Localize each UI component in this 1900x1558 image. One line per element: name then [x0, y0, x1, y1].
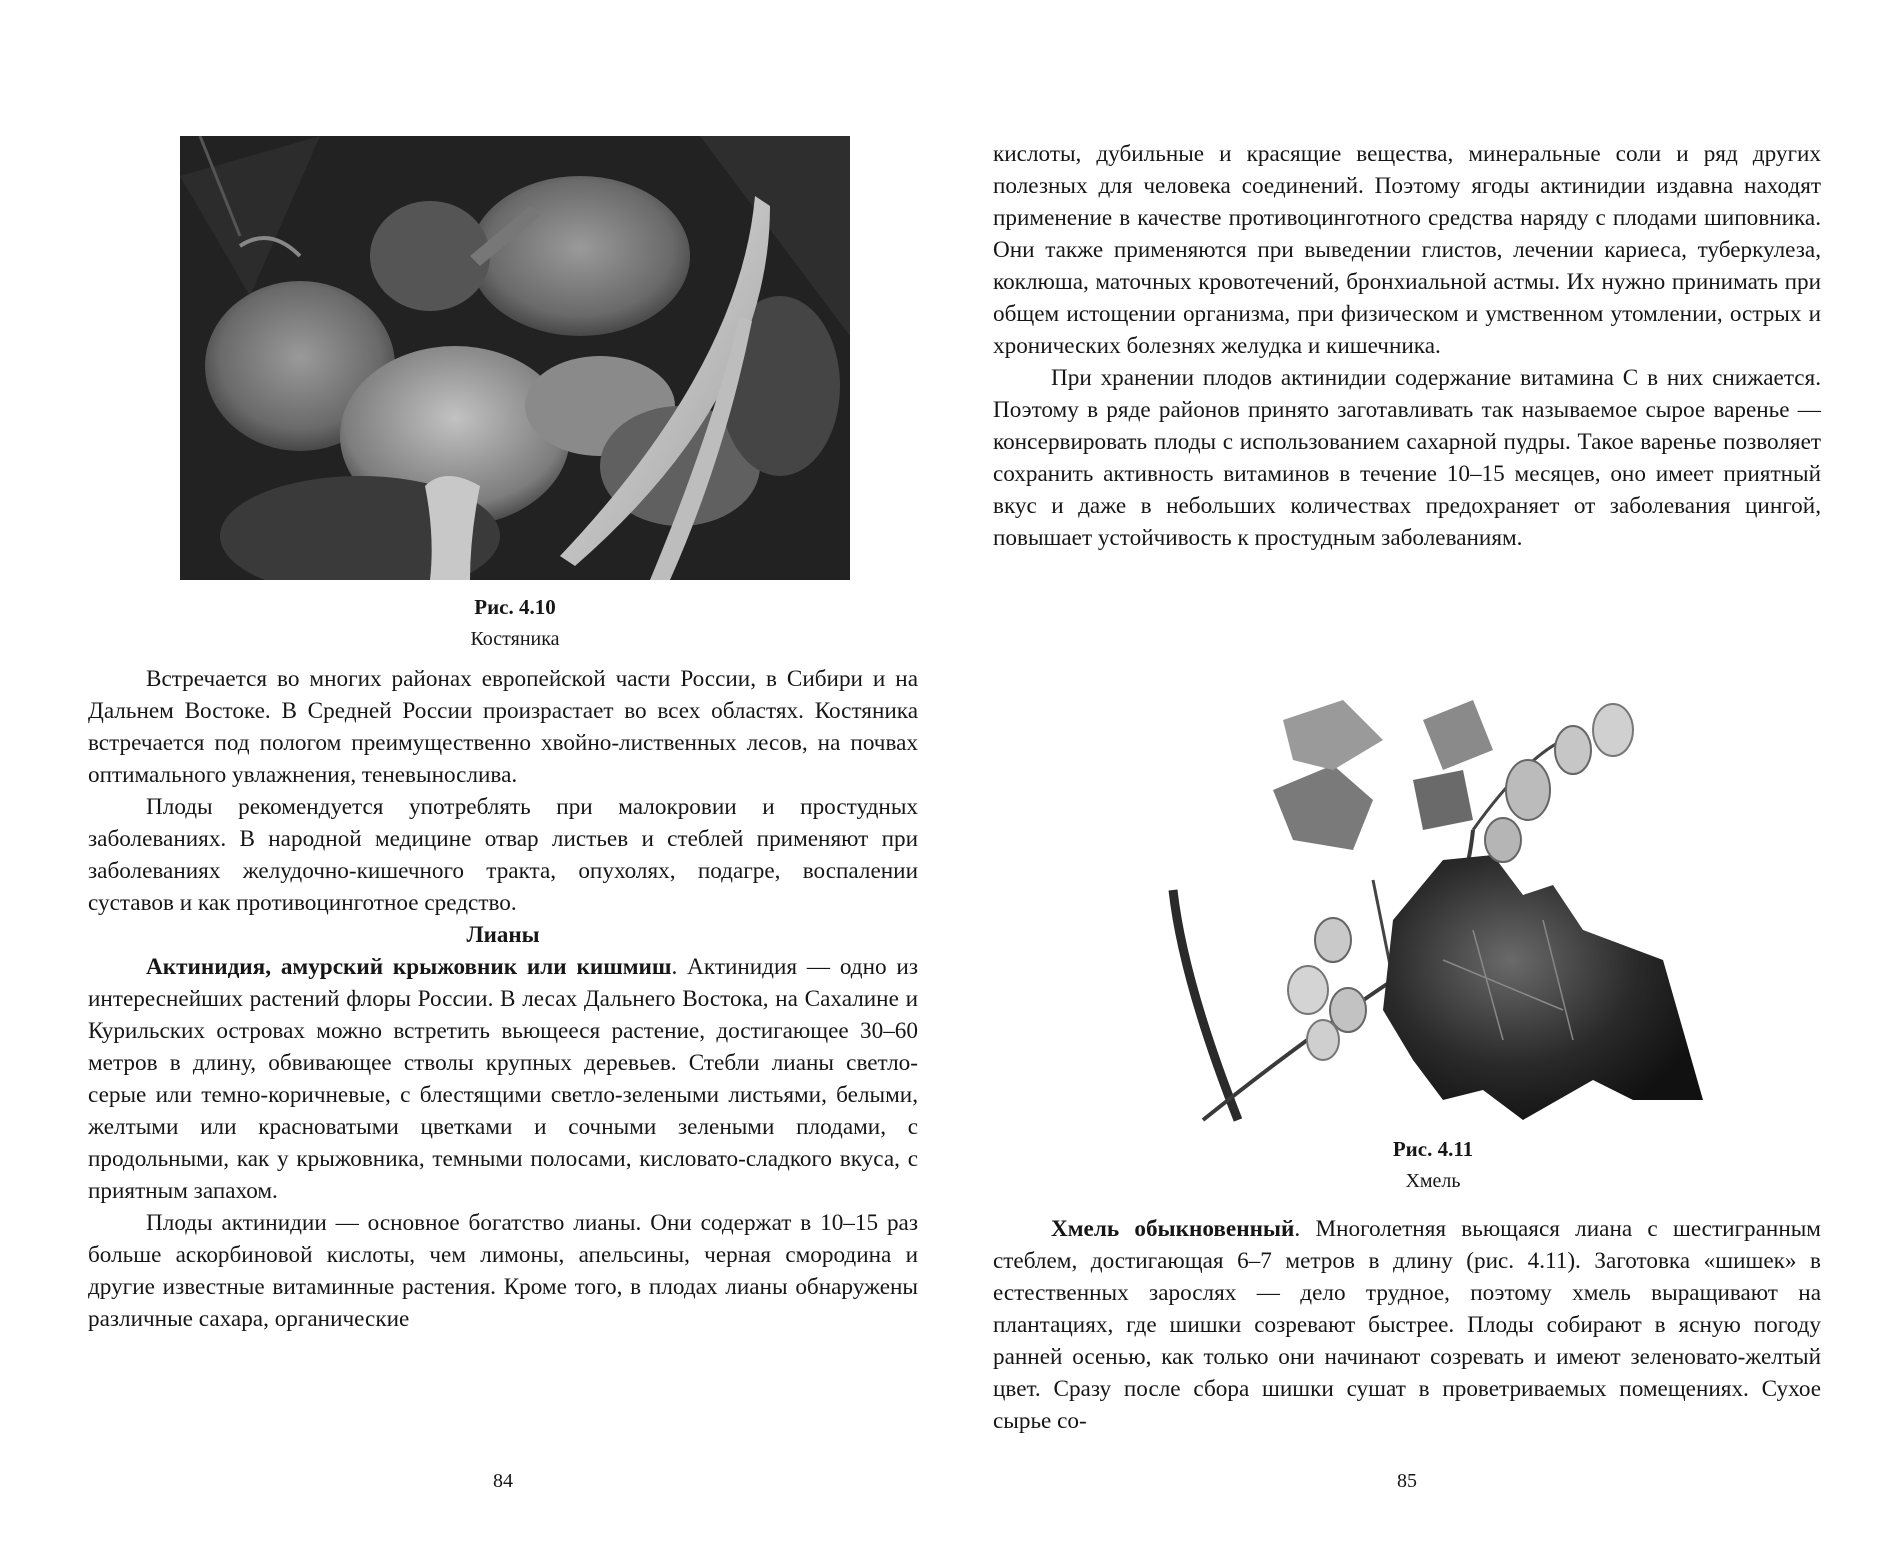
paragraph-body: . Актинидия — одно из интереснейших растений флоры России. В лесах Дальнего Востока, на Сахалине и Курильских островах можно встретить вьющееся растение, достигающее 30–60 метров в длину, обвивающее стволы крупных деревьев. Стебли лианы светло-серые или темно-коричневые, с блестящими светло-зелеными листьями, белыми, желтыми или красноватыми цветками и сочными зелеными плодами, с продольными, как у крыжовника, темными полосами, кисловато-сладкого вкуса, с приятным запахом.: [88, 954, 918, 1204]
paragraph: кислоты, дубильные и красящие вещества, минеральные соли и ряд других полезных для человека соединений. Поэтому ягоды актинидии издавна находят применение в качестве противоцинготного средства наряду с плодами шиповника. Они также применяются при выведении глистов, лечении кариеса, туберкулеза, коклюша, маточных кровотечений, бронхиальной астмы. Их нужно принимать при общем истощении организма, при физическом и умственном утомлении, острых и хронических болезнях желудка и кишечника.: [993, 141, 1821, 359]
stone-bramble-illustration: [180, 136, 850, 580]
right-page: [993, 0, 1821, 1558]
paragraph: [993, 1213, 1821, 1437]
figure-number: Рис. 4.10: [474, 595, 556, 619]
hop-drawing: [1143, 680, 1723, 1130]
term-bold: Актинидия, амурский крыжовник или кишмиш: [146, 954, 672, 980]
figure-number: Рис. 4.11: [1392, 1137, 1474, 1161]
paragraph-body: . Многолетняя вьющаяся лиана с шестигранным стеблем, достигающая 6–7 метров в длину (рис. 4.11). Заготовка «шишек» в естественных зарослях — дело трудное, поэтому хмель выращивают на плантациях, где шишки созревают быстрее. Плоды собирают в ясную погоду ранней осенью, как только они начинают созревать и имеют зеленовато-желтый цвет. Сразу после сбора шишки сушат в проветриваемых помещениях. Сухое сырье со-: [993, 1216, 1821, 1434]
page-number: 84: [493, 1470, 513, 1492]
left-page: [88, 0, 918, 1558]
left-text-block: [88, 663, 918, 1335]
hop-illustration: [1143, 680, 1723, 1130]
figure-4-11: [1143, 680, 1723, 1210]
figure-4-10: [180, 136, 850, 656]
page-number: 85: [1397, 1470, 1417, 1492]
figure-caption: Костяника: [470, 628, 560, 650]
section-heading: Лианы: [466, 922, 540, 947]
paragraph: [88, 951, 918, 1207]
paragraph: Плоды рекомендуется употреблять при малокровии и простудных заболеваниях. В народной медицине отвар листьев и стеблей применяют при заболеваниях желудочно-кишечного тракта, опухолях, подагре, воспалении суставов и как противоцинготное средство.: [88, 794, 918, 916]
stone-bramble-photo: [180, 136, 850, 580]
term-bold: Хмель обыкновенный: [1051, 1216, 1295, 1242]
paragraph: Плоды актинидии — основное богатство лианы. Они содержат в 10–15 раз больше аскорбиновой кислоты, чем лимоны, апельсины, черная смородина и другие известные витаминные растения. Кроме того, в плодах лианы обнаружены различные сахара, органические: [88, 1210, 918, 1332]
paragraph: Встречается во многих районах европейской части России, в Сибири и на Дальнем Востоке. В Средней России произрастает во всех областях. Костяника встречается под пологом преимущественно хвойно-лиственных лесов, на почвах оптимального увлажнения, теневынослива.: [88, 666, 918, 788]
paragraph: При хранении плодов актинидии содержание витамина С в них снижается. Поэтому в ряде районов принято заготавливать так называемое сырое варенье — консервировать плоды с использованием сахарной пудры. Такое варенье позволяет сохранить активность витаминов в течение 10–15 месяцев, оно имеет приятный вкус и даже в небольших количествах предохраняет от заболевания цингой, повышает устойчивость к простудным заболеваниям.: [993, 365, 1821, 551]
right-text-block-bottom: [993, 1213, 1821, 1437]
right-text-block-top: [993, 138, 1821, 554]
figure-caption: Хмель: [1405, 1170, 1461, 1192]
